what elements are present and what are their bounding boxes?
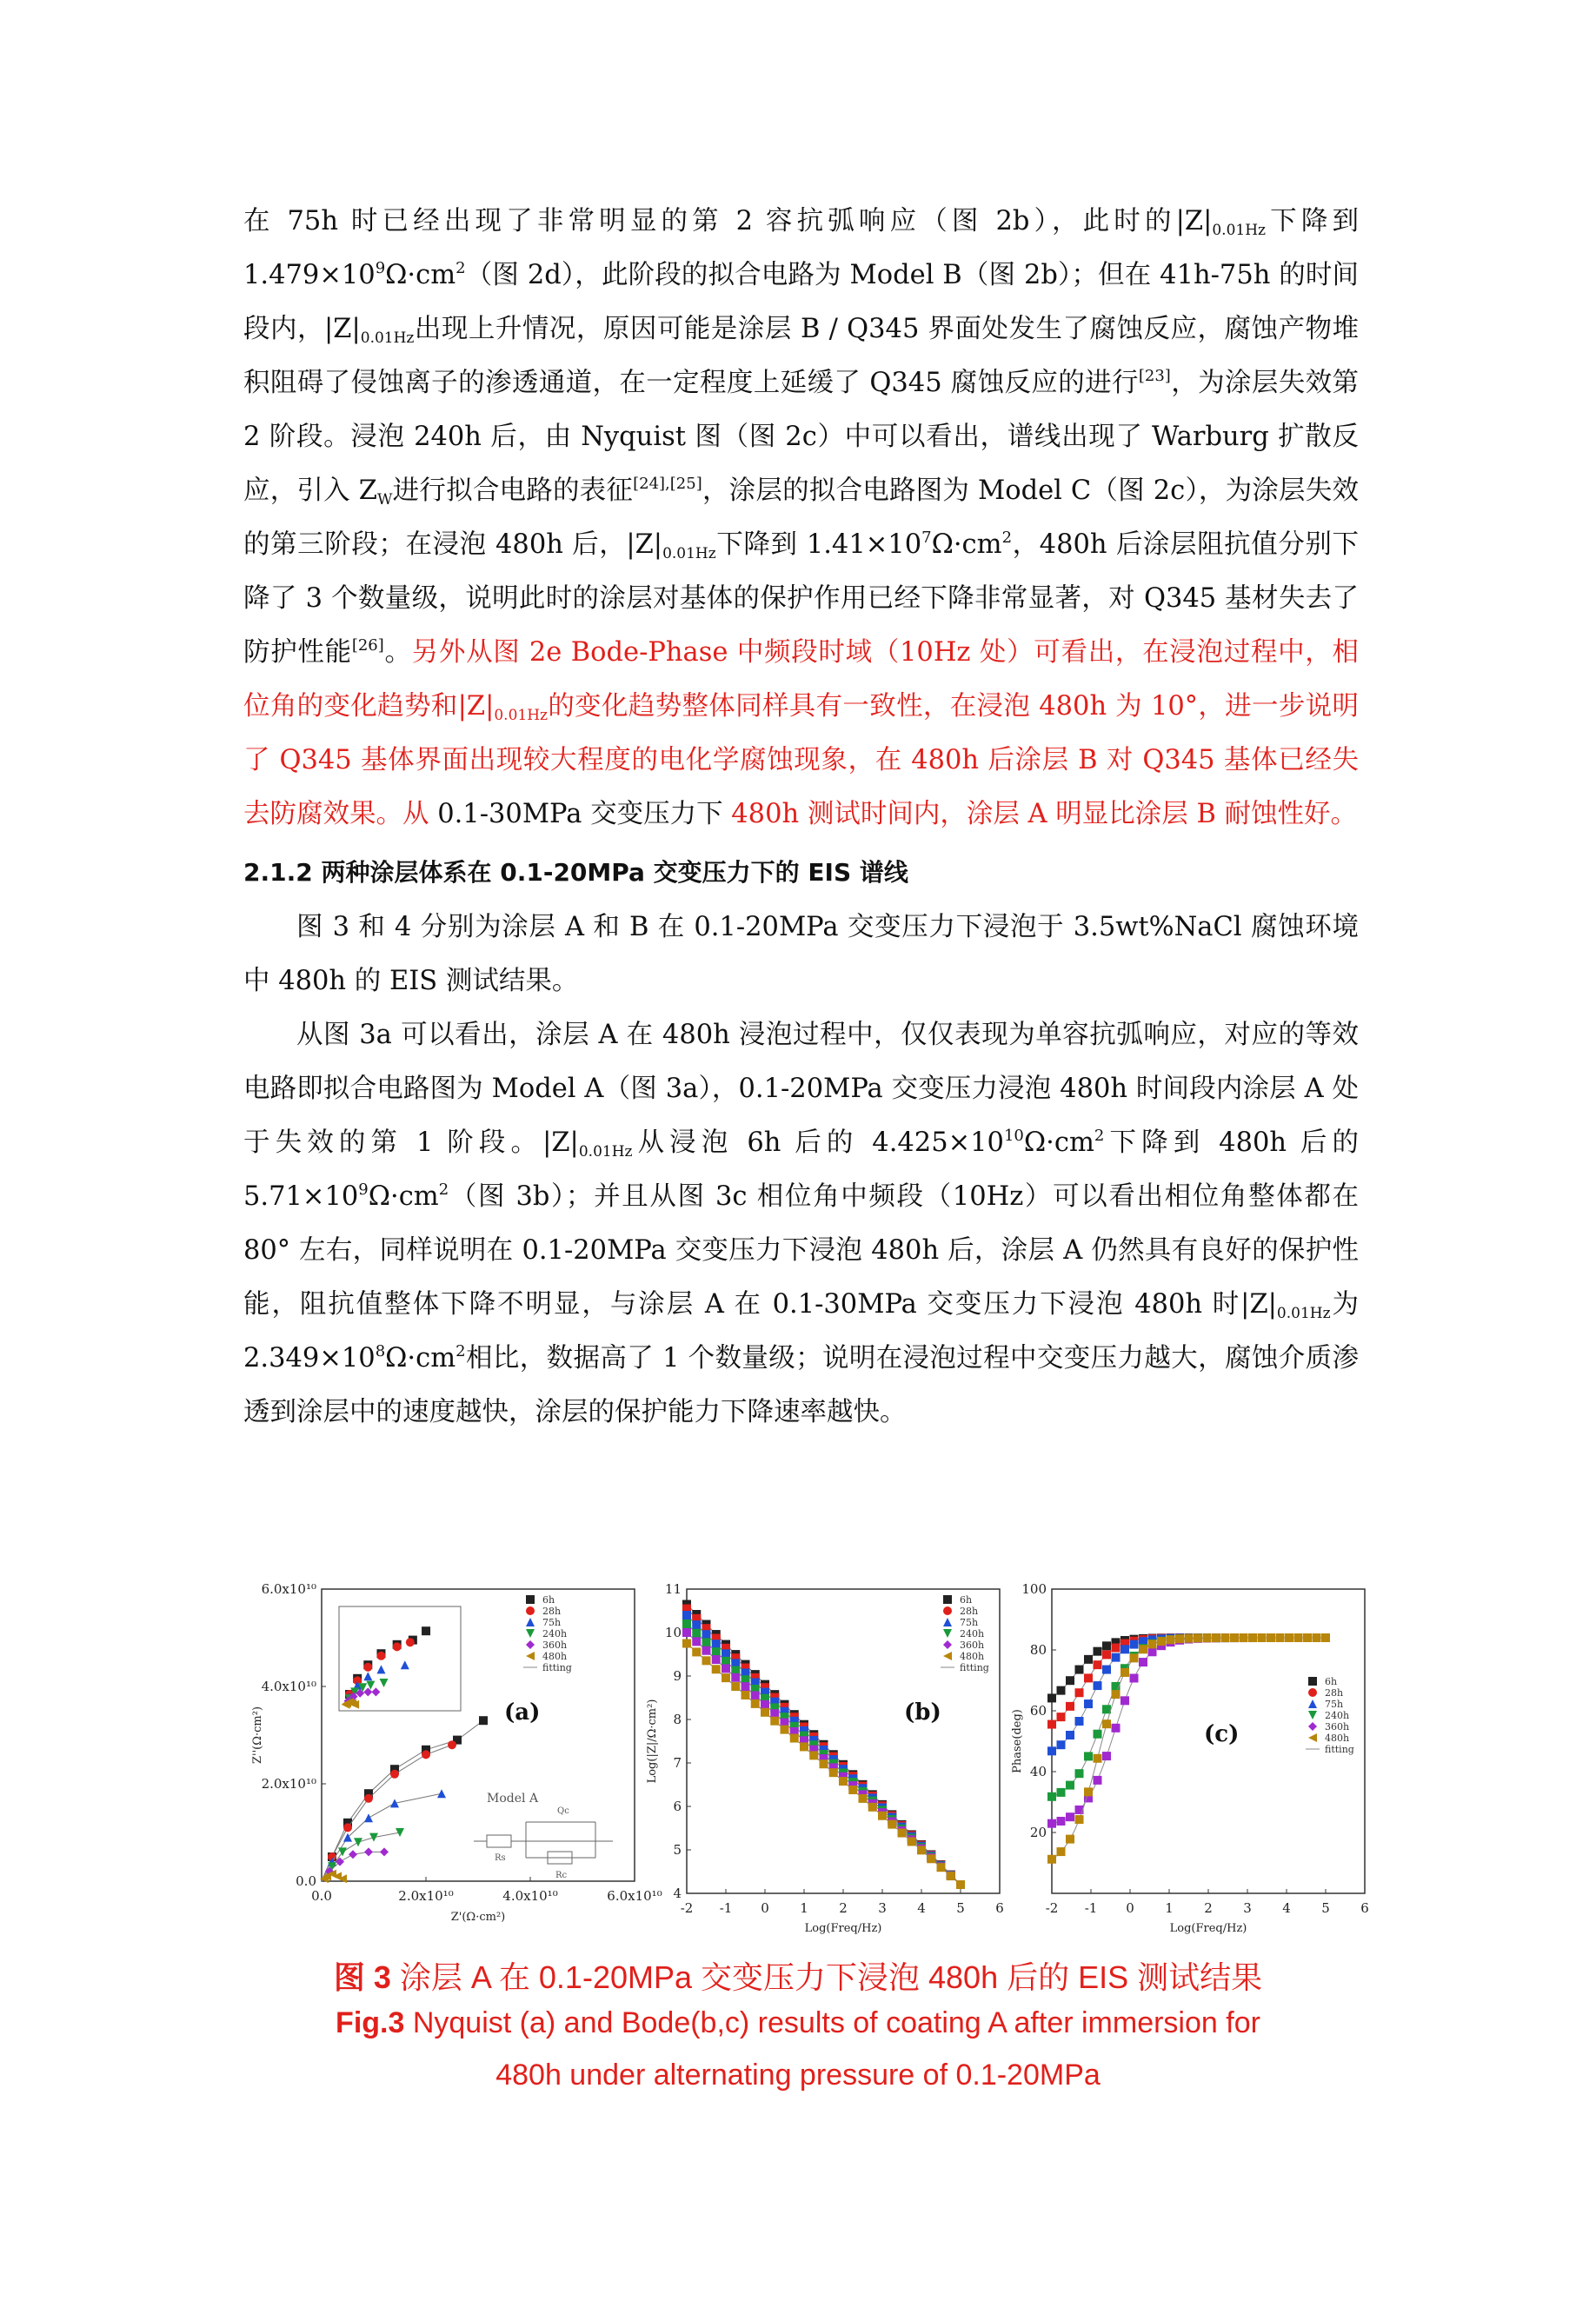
data-point-28h — [343, 1823, 352, 1832]
section-heading: 2.1.2 两种涂层体系在 0.1-20MPa 交变压力下的 EIS 谱线 — [243, 858, 908, 887]
data-point-480h — [908, 1837, 916, 1846]
data-point-480h — [1057, 1847, 1066, 1856]
data-point-240h — [1094, 1730, 1102, 1739]
fitting-line — [322, 1720, 483, 1881]
x-tick-label: 0 — [1126, 1900, 1134, 1916]
legend-label: 6h — [960, 1594, 973, 1606]
circuit-label: Rc — [555, 1871, 568, 1880]
y-tick-label: 20 — [1029, 1825, 1047, 1840]
data-point-6h — [1047, 1693, 1056, 1702]
legend-marker — [1308, 1677, 1317, 1686]
legend-marker — [943, 1652, 952, 1660]
y-tick-label: 4 — [673, 1886, 682, 1901]
legend-label: 6h — [542, 1594, 555, 1606]
legend-label: 75h — [542, 1617, 562, 1628]
inset-frame — [339, 1606, 461, 1711]
data-point-75h — [692, 1620, 701, 1629]
data-point-28h — [1047, 1720, 1056, 1729]
legend-label: 360h — [542, 1640, 568, 1651]
data-point-480h — [898, 1829, 907, 1838]
data-point-360h — [1102, 1752, 1111, 1760]
inset-point — [406, 1638, 415, 1646]
x-tick-label: 4 — [917, 1900, 926, 1916]
data-point-480h — [1194, 1633, 1202, 1642]
bode-phase-chart — [1008, 1580, 1373, 1946]
data-point-480h — [888, 1820, 896, 1829]
inset-point — [363, 1663, 372, 1672]
data-point-240h — [1084, 1752, 1093, 1760]
data-point-480h — [1075, 1815, 1084, 1824]
panel-label: (c) — [1204, 1721, 1240, 1747]
data-point-28h — [1102, 1650, 1111, 1659]
y-tick-label: 9 — [673, 1668, 682, 1684]
data-point-240h — [338, 1847, 347, 1856]
data-point-480h — [1139, 1645, 1147, 1653]
data-point-480h — [1285, 1633, 1293, 1642]
legend-marker — [1308, 1722, 1317, 1731]
data-point-240h — [369, 1833, 378, 1842]
data-point-240h — [682, 1620, 691, 1628]
data-point-6h — [1066, 1676, 1074, 1685]
data-point-360h — [1130, 1673, 1139, 1682]
data-point-480h — [1112, 1690, 1121, 1699]
data-point-75h — [682, 1611, 691, 1620]
legend-label: fitting — [960, 1662, 989, 1673]
paragraph-2: 图 3 和 4 分别为涂层 A 和 B 在 0.1-20MPa 交变压力下浸泡于 3.5wt%NaCl 腐蚀环境中 480h 的 EIS 测试结果。 — [243, 912, 1359, 996]
data-point-240h — [396, 1828, 404, 1837]
legend-label: 28h — [960, 1606, 979, 1617]
y-tick-label: 8 — [673, 1712, 682, 1727]
data-point-480h — [1303, 1633, 1312, 1642]
data-point-360h — [722, 1664, 730, 1673]
data-point-360h — [1148, 1647, 1157, 1656]
x-tick-label: 2 — [1204, 1900, 1213, 1916]
data-point-75h — [1121, 1645, 1129, 1653]
paragraph-1: 在 75h 时已经出现了非常明显的第 2 容抗弧响应（图 2b），此时的$|Z|_{0.01Hz}$下降到 $1.479\times 10^9\Omega\cdot cm^2$（图 2d），此阶段的拟合电路为 Model B（图 2b）；但在 41h-75h 的时间段内，$|Z|_{0.01Hz}$出现上升情况，原因可能是涂层 B / Q345 界面处发生了腐蚀反应，腐蚀产物堆积阻碍了侵蚀离子的渗透通道，在一定程度上延缓了 Q345 腐蚀反应的进行[23]，为涂层失效第 2 阶段。浸泡 240h 后，由 Nyquist 图（图 2c）中可以看出，谱线出现了 Warburg 扩散反应，引入 $Z_W$进行拟合电路的表征[24],[25]，涂层的拟合电路图为 Model C（图 2c），为涂层失效的第三阶段；在浸泡 480h 后，$|Z|_{0.01Hz}$下降到 $1.41\times 10^7\Omega\cdot cm^2$，480h 后涂层阻抗值分别下降了 3 个数量级，说明此时的涂层对基体的保护作用已经下降非常显著，对 Q345 基材失去了防护性能[26]。另外从图 2e Bode-Phase 中频段时域（10Hz 处）可看出，在浸泡过程中，相位角的变化趋势和$|Z|_{0.01Hz}$的变化趋势整体同样具有一致性，在浸泡 480h 为 10°，进一步说明了 Q345 基体界面出现较大程度的电化学腐蚀现象，在 480h 后涂层 B 对 Q345 基体已经失去防腐效果。从 0.1-30MPa 交变压力下 480h 测试时间内，涂层 A 明显比涂层 B 耐蚀性好。 — [243, 206, 1360, 829]
legend-marker — [943, 1640, 952, 1649]
inset-point — [376, 1652, 385, 1660]
y-tick-label: 4.0x10¹⁰ — [261, 1679, 316, 1694]
y-axis-label: Phase(deg) — [1011, 1709, 1024, 1773]
inset-point — [393, 1642, 402, 1651]
data-point-480h — [1167, 1635, 1175, 1644]
data-point-360h — [682, 1628, 691, 1637]
caption-english-line2: 480h under alternating pressure of 0.1-20MPa — [495, 2059, 1101, 2092]
data-point-360h — [1094, 1776, 1102, 1785]
data-point-480h — [702, 1656, 711, 1665]
legend-marker — [1308, 1688, 1317, 1697]
data-point-28h — [390, 1770, 399, 1779]
y-axis-label: Log(|Z|/Ω·cm²) — [646, 1699, 659, 1784]
data-point-360h — [1047, 1819, 1056, 1828]
data-point-480h — [868, 1803, 877, 1812]
data-point-28h — [1094, 1660, 1102, 1669]
legend-marker — [526, 1618, 535, 1626]
data-point-75h — [390, 1799, 399, 1807]
x-tick-label: -1 — [1084, 1900, 1098, 1916]
data-point-360h — [712, 1655, 721, 1664]
legend-label: 75h — [960, 1617, 979, 1628]
data-point-480h — [1221, 1633, 1230, 1642]
y-tick-label: 0.0 — [296, 1873, 316, 1889]
data-point-6h — [1094, 1647, 1102, 1656]
x-axis-label: Log(Freq/Hz) — [1169, 1922, 1247, 1935]
data-point-75h — [712, 1640, 721, 1648]
data-point-480h — [1313, 1633, 1321, 1642]
legend-label: 6h — [1325, 1676, 1338, 1687]
x-tick-label: -1 — [719, 1900, 733, 1916]
legend-label: 240h — [960, 1628, 985, 1640]
data-point-6h — [479, 1716, 488, 1725]
data-point-480h — [1212, 1633, 1220, 1642]
y-tick-label: 11 — [664, 1581, 682, 1597]
data-point-480h — [1047, 1855, 1056, 1864]
y-axis-label: Z''(Ω·cm²) — [251, 1706, 264, 1765]
legend-marker — [526, 1606, 535, 1615]
circuit-annotation: Model A — [487, 1792, 539, 1806]
data-point-28h — [1057, 1713, 1066, 1721]
data-point-75h — [1075, 1717, 1084, 1726]
data-point-28h — [1084, 1673, 1093, 1682]
data-point-6h — [1075, 1666, 1084, 1674]
data-point-480h — [731, 1682, 740, 1691]
legend-marker — [526, 1652, 535, 1660]
data-point-6h — [1084, 1655, 1093, 1664]
x-tick-label: 6.0x10¹⁰ — [607, 1888, 662, 1904]
data-point-480h — [770, 1717, 779, 1726]
legend-label: 28h — [542, 1606, 562, 1617]
data-point-360h — [702, 1646, 711, 1655]
data-point-480h — [741, 1691, 750, 1699]
y-tick-label: 80 — [1029, 1642, 1047, 1658]
data-point-480h — [1102, 1719, 1111, 1728]
data-point-480h — [1258, 1633, 1267, 1642]
data-point-360h — [1112, 1724, 1121, 1733]
legend-marker — [526, 1640, 535, 1649]
data-point-75h — [1084, 1699, 1093, 1708]
data-point-240h — [702, 1638, 711, 1646]
panel-label: (a) — [504, 1699, 541, 1726]
data-point-480h — [937, 1863, 946, 1872]
x-tick-label: 2 — [839, 1900, 848, 1916]
legend-marker — [943, 1618, 952, 1626]
data-point-75h — [722, 1649, 730, 1658]
data-point-75h — [702, 1630, 711, 1639]
data-point-360h — [1057, 1817, 1066, 1826]
x-tick-label: 5 — [956, 1900, 965, 1916]
y-tick-label: 100 — [1021, 1581, 1047, 1597]
data-point-28h — [364, 1794, 373, 1803]
data-point-240h — [1066, 1781, 1074, 1790]
legend-marker — [943, 1629, 952, 1638]
data-point-360h — [751, 1692, 760, 1700]
circuit-rs — [487, 1835, 511, 1847]
y-tick-label: 2.0x10¹⁰ — [261, 1776, 316, 1792]
data-point-480h — [829, 1768, 838, 1777]
y-tick-label: 40 — [1029, 1764, 1047, 1779]
data-point-360h — [741, 1682, 750, 1691]
y-tick-label: 6 — [673, 1799, 682, 1814]
legend-marker — [526, 1595, 535, 1604]
fitting-line — [1052, 1638, 1326, 1824]
panel-label: (b) — [904, 1699, 941, 1726]
data-point-75h — [364, 1813, 373, 1822]
caption-chinese: 图 3 涂层 A 在 0.1-20MPa 交变压力下浸泡 480h 后的 EIS 测试结果 — [333, 1959, 1263, 1995]
legend-marker — [943, 1606, 952, 1615]
x-tick-label: 6 — [995, 1900, 1004, 1916]
data-point-480h — [1084, 1787, 1093, 1796]
data-point-480h — [848, 1786, 857, 1794]
data-point-480h — [820, 1759, 828, 1768]
legend-label: fitting — [1325, 1744, 1354, 1755]
x-tick-label: 5 — [1321, 1900, 1330, 1916]
data-point-480h — [1094, 1754, 1102, 1763]
fitting-line — [1052, 1638, 1326, 1725]
data-point-480h — [1267, 1633, 1275, 1642]
legend-label: fitting — [542, 1662, 572, 1673]
data-point-360h — [731, 1673, 740, 1682]
data-point-480h — [1185, 1634, 1194, 1643]
data-point-480h — [1175, 1634, 1184, 1643]
legend-marker — [943, 1595, 952, 1604]
data-point-240h — [712, 1647, 721, 1656]
x-tick-label: 3 — [1243, 1900, 1252, 1916]
data-point-480h — [1130, 1653, 1139, 1662]
body-text — [243, 195, 1359, 1440]
caption-english: Fig.3 Nyquist (a) and Bode(b,c) results of coating A after immersion for — [336, 2006, 1260, 2039]
x-tick-label: -2 — [680, 1900, 694, 1916]
x-tick-label: 3 — [878, 1900, 887, 1916]
data-point-240h — [1047, 1793, 1056, 1801]
data-point-480h — [1240, 1633, 1248, 1642]
legend-marker — [1308, 1699, 1317, 1708]
data-point-75h — [1047, 1746, 1056, 1755]
y-tick-label: 60 — [1029, 1703, 1047, 1719]
data-point-75h — [1102, 1666, 1111, 1674]
data-point-480h — [1230, 1633, 1239, 1642]
data-point-75h — [1057, 1740, 1066, 1749]
data-point-240h — [354, 1838, 362, 1846]
data-point-480h — [800, 1742, 808, 1751]
data-point-28h — [448, 1740, 456, 1749]
legend-label: 480h — [1325, 1733, 1350, 1744]
data-point-480h — [1203, 1633, 1212, 1642]
x-tick-label: 6 — [1360, 1900, 1369, 1916]
legend-marker — [526, 1629, 535, 1638]
x-tick-label: 1 — [800, 1900, 808, 1916]
x-tick-label: 4.0x10¹⁰ — [502, 1888, 558, 1904]
y-tick-label: 6.0x10¹⁰ — [261, 1581, 316, 1597]
data-point-75h — [1066, 1731, 1074, 1739]
circuit-label: Qc — [557, 1806, 569, 1816]
legend-marker — [1308, 1733, 1317, 1742]
data-point-28h — [1075, 1688, 1084, 1697]
data-point-240h — [1075, 1769, 1084, 1778]
x-tick-label: 4 — [1282, 1900, 1291, 1916]
fitting-line — [322, 1793, 442, 1881]
data-point-360h — [1139, 1658, 1147, 1666]
data-point-6h — [1057, 1686, 1066, 1695]
fitting-line — [1052, 1638, 1326, 1698]
data-point-360h — [1066, 1812, 1074, 1821]
bode-impedance-chart — [643, 1580, 1008, 1946]
figure-3 — [243, 1580, 1369, 1946]
legend-label: 28h — [1325, 1687, 1344, 1699]
x-axis-label: Log(Freq/Hz) — [804, 1922, 882, 1935]
data-point-480h — [751, 1699, 760, 1708]
plot-frame — [687, 1589, 1000, 1893]
y-tick-label: 5 — [673, 1842, 682, 1858]
circuit-label: Rs — [495, 1853, 506, 1863]
data-point-480h — [927, 1854, 935, 1863]
y-tick-label: 10 — [664, 1625, 682, 1640]
data-point-480h — [712, 1665, 721, 1673]
x-axis-label: Z'(Ω·cm²) — [450, 1911, 506, 1924]
data-point-28h — [1066, 1702, 1074, 1711]
data-point-360h — [380, 1847, 389, 1856]
x-tick-label: 0 — [761, 1900, 769, 1916]
paragraph-3: 从图 3a 可以看出，涂层 A 在 480h 浸泡过程中，仅仅表现为单容抗弧响应，对应的等效电路即拟合电路图为 Model A（图 3a），0.1-20MPa 交变压力浸泡 480h 时间段内涂层 A 处于失效的第 1 阶段。$|Z|_{0.01Hz}$从浸泡 6h 后的 $4.425\times 10^{10}\Omega\cdot cm^2$下降到 480h 后的 $5.71\times 10^9\Omega\cdot cm^2$（图 3b）；并且从图 3c 相位角中频段（10Hz）可以看出相位角整体都在 80° 左右，同样说明在 0.1-20MPa 交变压力下浸泡 480h 后，涂层 A 仍然具有良好的保护性能，阻抗值整体下降不明显，与涂层 A 在 0.1-30MPa 交变压力下浸泡 480h 时$|Z|_{0.01Hz}$为 $2.349\times 10^8\Omega\cdot cm^2$相比，数据高了 1 个数量级；说明在浸泡过程中交变压力越大，腐蚀介质渗透到涂层中的速度越快，涂层的保护能力下降速率越快。 — [243, 1020, 1360, 1427]
data-point-28h — [1112, 1644, 1121, 1653]
data-point-480h — [809, 1751, 818, 1759]
data-point-240h — [1057, 1788, 1066, 1797]
data-point-480h — [1294, 1633, 1303, 1642]
data-point-360h — [364, 1847, 373, 1856]
data-point-480h — [1321, 1633, 1330, 1642]
data-point-75h — [437, 1789, 446, 1798]
data-point-28h — [422, 1750, 430, 1759]
data-point-480h — [878, 1812, 887, 1820]
x-tick-label: 0.0 — [311, 1888, 332, 1904]
data-point-480h — [682, 1640, 691, 1648]
data-point-480h — [790, 1734, 799, 1743]
data-point-480h — [781, 1726, 789, 1734]
legend-label: 480h — [542, 1651, 568, 1662]
legend-label: 360h — [960, 1640, 985, 1651]
data-point-240h — [722, 1657, 730, 1666]
data-point-360h — [692, 1637, 701, 1646]
data-point-480h — [947, 1872, 955, 1880]
data-point-75h — [1112, 1653, 1121, 1662]
legend-label: 360h — [1325, 1721, 1350, 1733]
data-point-480h — [692, 1647, 701, 1656]
data-point-480h — [1157, 1637, 1166, 1646]
fitting-line — [1052, 1638, 1326, 1797]
legend-label: 240h — [1325, 1710, 1350, 1721]
data-point-480h — [1066, 1835, 1074, 1844]
data-point-480h — [917, 1846, 926, 1854]
data-point-480h — [1148, 1640, 1157, 1648]
y-tick-label: 7 — [673, 1755, 682, 1771]
data-point-480h — [1276, 1633, 1285, 1642]
inset-point — [422, 1626, 430, 1635]
data-point-480h — [956, 1880, 965, 1889]
data-point-75h — [1130, 1640, 1139, 1649]
data-point-480h — [839, 1777, 848, 1786]
legend-label: 240h — [542, 1628, 568, 1640]
data-point-480h — [722, 1673, 730, 1682]
data-point-480h — [1248, 1633, 1257, 1642]
data-point-75h — [1094, 1681, 1102, 1690]
data-point-360h — [349, 1850, 357, 1859]
data-point-480h — [1121, 1668, 1129, 1677]
data-point-240h — [692, 1629, 701, 1638]
x-tick-label: -2 — [1045, 1900, 1059, 1916]
data-point-480h — [761, 1708, 769, 1717]
data-point-360h — [761, 1700, 769, 1709]
legend-label: 75h — [1325, 1699, 1344, 1710]
data-point-360h — [1121, 1696, 1129, 1705]
legend-label: 480h — [960, 1651, 985, 1662]
x-tick-label: 2.0x10¹⁰ — [398, 1888, 454, 1904]
data-point-480h — [859, 1794, 868, 1803]
x-tick-label: 1 — [1165, 1900, 1174, 1916]
data-point-6h — [1102, 1641, 1111, 1650]
legend-marker — [1308, 1711, 1317, 1719]
